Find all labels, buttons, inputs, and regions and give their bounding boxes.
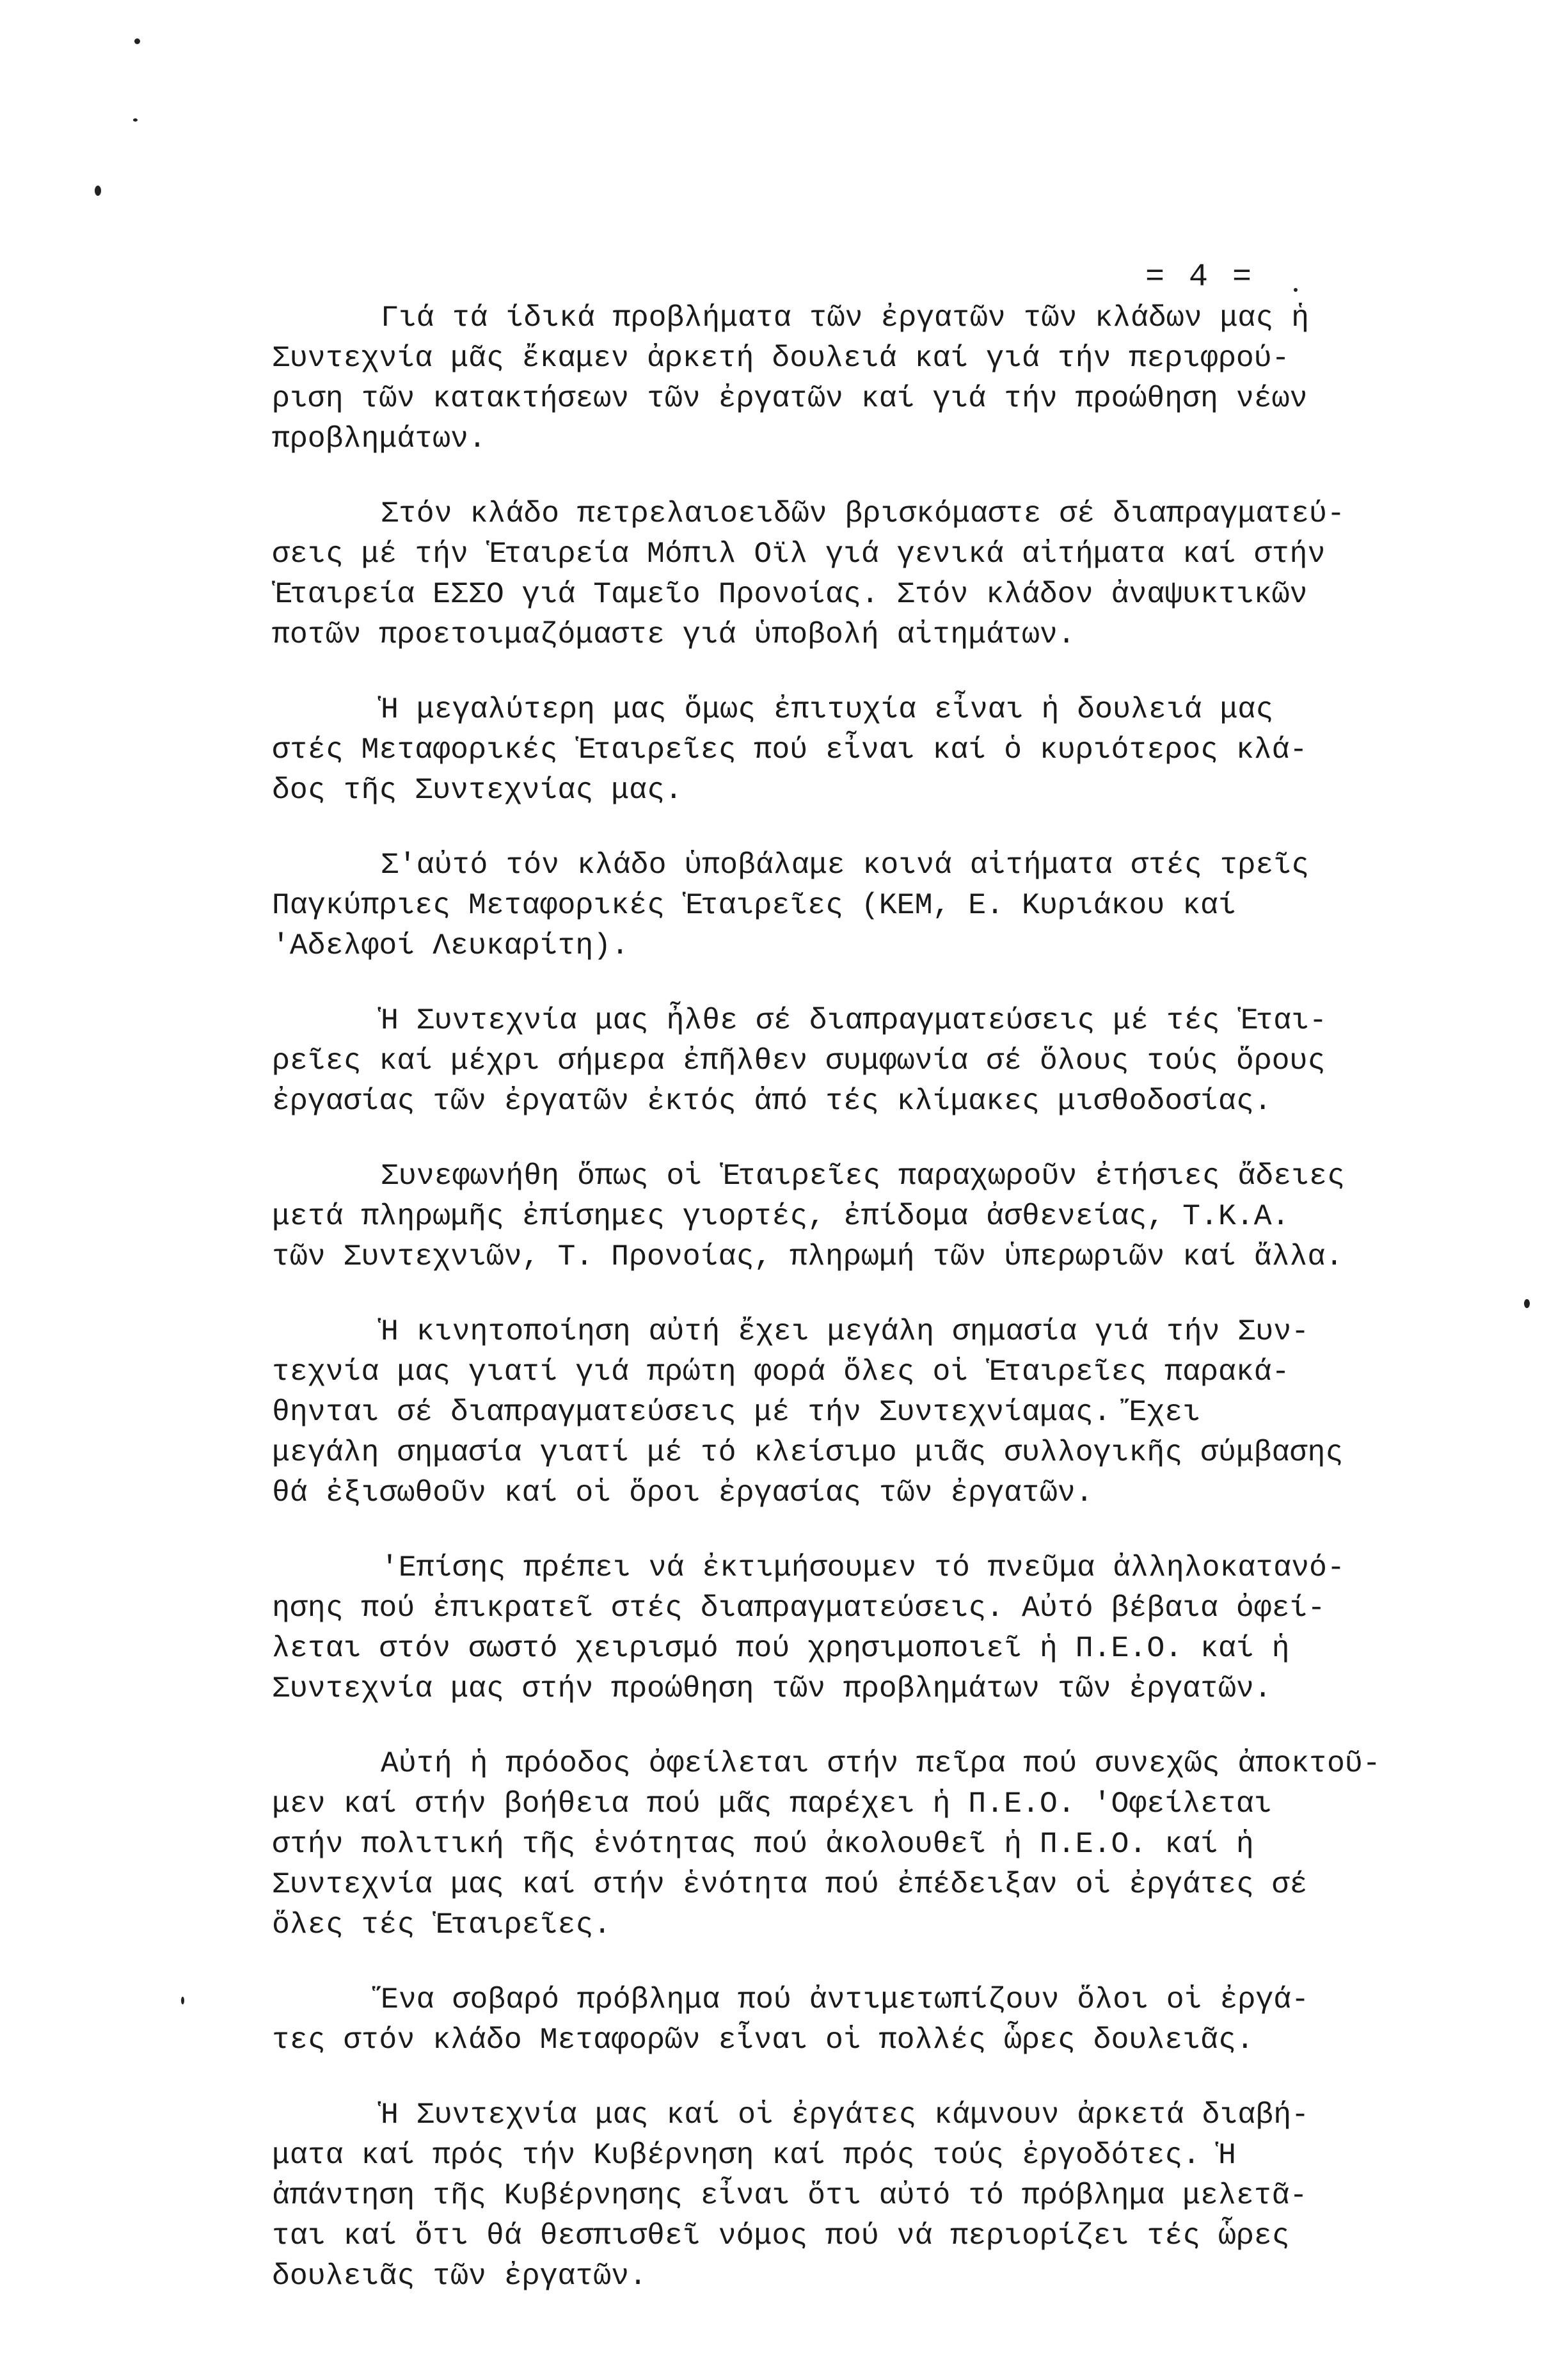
text-line: Παγκύπριες Μεταφορικές Ἑταιρεῖες (ΚΕΜ, Ε. Κυριάκου καί bbox=[272, 888, 1236, 922]
text-line: θά ἐξισωθοῦν καί οἱ ὅροι ἐργασίας τῶν ἐργατῶν. bbox=[272, 1476, 1093, 1510]
text-line: Στόν κλάδο πετρελαιοειδῶν βρισκόμαστε σέ διαπραγματεύ- bbox=[381, 497, 1345, 531]
text-line: Σ'αὐτό τόν κλάδο ὑποβάλαμε κοινά αἰτήματα στές τρεῖς bbox=[381, 848, 1310, 882]
text-line: Γιά τά ίδικά προβλήματα τῶν ἐργατῶν τῶν κλάδων μας ἡ bbox=[381, 301, 1310, 335]
scan-speck bbox=[95, 186, 101, 196]
paragraph bbox=[272, 689, 1475, 810]
text-line: δουλειᾶς τῶν ἐργατῶν. bbox=[272, 2259, 647, 2293]
text-line: ησης πού ἐπικρατεῖ στές διαπραγματεύσεις. Αὐτό βέβαια ὀφεί- bbox=[272, 1591, 1326, 1625]
scan-speck bbox=[133, 118, 138, 122]
scan-speck bbox=[1524, 1299, 1530, 1308]
text-line: δος τῆς Συντεχνίας μας. bbox=[272, 773, 683, 807]
paragraph bbox=[272, 1000, 1475, 1121]
text-line: Ἡ Συντεχνία μας καί οἱ ἐργάτες κάμνουν ἀρκετά διαβή- bbox=[381, 2098, 1310, 2132]
text-line: ματα καί πρός τήν Κυβέρνηση καί πρός τούς ἐργοδότες. Ἡ bbox=[272, 2138, 1236, 2172]
text-line: Ἡ μεγαλύτερη μας ὅμως ἐπιτυχία εἶναι ἡ δουλειά μας bbox=[381, 692, 1274, 726]
text-line: στές Μεταφορικές Ἑταιρεῖες πού εἶναι καί ὁ κυριότερος κλά- bbox=[272, 733, 1308, 767]
paragraph bbox=[272, 2095, 1475, 2296]
text-line: σεις μέ τήν Ἑταιρεία Μόπιλ Οϊλ γιά γενικά αἰτήματα καί στήν bbox=[272, 537, 1326, 571]
paragraph bbox=[272, 1311, 1475, 1513]
text-line: ται καί ὅτι θά θεσπισθεῖ νόμος πού νά περιορίζει τές ὧρες bbox=[272, 2219, 1290, 2253]
text-line: 'Επίσης πρέπει νά ἐκτιμήσουμεν τό πνεῦμα ἀλληλοκατανό- bbox=[381, 1551, 1345, 1585]
document-body bbox=[272, 298, 1475, 2331]
text-line: ὅλες τές Ἑταιρεῖες. bbox=[272, 1908, 612, 1942]
paragraph bbox=[272, 1743, 1475, 1945]
paragraph bbox=[272, 1547, 1475, 1709]
text-line: ριση τῶν κατακτήσεων τῶν ἐργατῶν καί γιά τήν προώθηση νέων bbox=[272, 381, 1308, 415]
paragraph bbox=[272, 1979, 1475, 2060]
text-line: Ἡ κινητοποίηση αὐτή ἔχει μεγάλη σημασία γιά τήν Συν- bbox=[381, 1314, 1310, 1348]
text-line: 'Αδελφοί Λευκαρίτη). bbox=[272, 929, 630, 962]
text-line: στήν πολιτική τῆς ἑνότητας πού ἀκολουθεῖ ἡ Π.Ε.Ο. καί ἡ bbox=[272, 1827, 1254, 1861]
text-line: Συντεχνία μᾶς ἔκαμεν ἀρκετή δουλειά καί γιά τήν περιφρού- bbox=[272, 341, 1290, 375]
text-line: τῶν Συντεχνιῶν, Τ. Προνοίας, πληρωμή τῶν ὑπερωριῶν καί ἄλλα. bbox=[272, 1240, 1344, 1274]
text-line: Συντεχνία μας καί στήν ἑνότητα πού ἐπέδειξαν οἱ ἐργάτες σέ bbox=[272, 1867, 1308, 1901]
scan-speck bbox=[1294, 288, 1298, 292]
text-line: μετά πληρωμῆς ἐπίσημες γιορτές, ἐπίδομα ἀσθενείας, Τ.Κ.Α. bbox=[272, 1199, 1290, 1233]
text-line: θηνται σέ διαπραγματεύσεις μέ τήν Συντεχνίαμας. Ἔχει bbox=[272, 1395, 1201, 1429]
text-line: Συνεφωνήθη ὅπως οἱ Ἑταιρεῖες παραχωροῦν ἐτήσιες ἄδειες bbox=[381, 1159, 1345, 1193]
text-line: προβλημάτων. bbox=[272, 422, 486, 456]
text-line: μεν καί στήν βοήθεια πού μᾶς παρέχει ἡ Π.Ε.Ο. 'Οφείλεται bbox=[272, 1787, 1272, 1821]
text-line: Συντεχνία μας στήν προώθηση τῶν προβλημάτων τῶν ἐργατῶν. bbox=[272, 1672, 1272, 1705]
paragraph bbox=[272, 1156, 1475, 1277]
text-line: ρεῖες καί μέχρι σήμερα ἐπῆλθεν συμφωνία σέ ὅλους τούς ὅρους bbox=[272, 1044, 1326, 1078]
page-number: = 4 = bbox=[1145, 259, 1255, 296]
text-line: Ἑταιρεία ΕΣΣΟ γιά Ταμεῖο Προνοίας. Στόν κλάδον ἀναψυκτικῶν bbox=[272, 577, 1308, 611]
paragraph bbox=[272, 493, 1475, 655]
text-line: ἐργασίας τῶν ἐργατῶν ἐκτός ἀπό τές κλίμακες μισθοδοσίας. bbox=[272, 1084, 1272, 1118]
text-line: ποτῶν προετοιμαζόμαστε γιά ὑποβολή αἰτημάτων. bbox=[272, 618, 1076, 651]
text-line: Ἡ Συντεχνία μας ἦλθε σέ διαπραγματεύσεις μέ τές Ἑται- bbox=[381, 1003, 1327, 1037]
paragraph bbox=[272, 845, 1475, 966]
text-line: μεγάλη σημασία γιατί μέ τό κλείσιμο μιᾶς συλλογικῆς σύμβασης bbox=[272, 1435, 1344, 1469]
text-line: Αὐτή ἡ πρόοδος ὀφείλεται στήν πεῖρα πού συνεχῶς ἀποκτοῦ- bbox=[381, 1746, 1381, 1780]
scan-speck bbox=[181, 1997, 184, 2004]
text-line: λεται στόν σωστό χειρισμό πού χρησιμοποιεῖ ἡ Π.Ε.Ο. καί ἡ bbox=[272, 1631, 1290, 1665]
text-line: τες στόν κλάδο Μεταφορῶν εἶναι οἱ πολλές ὧρες δουλειᾶς. bbox=[272, 2023, 1254, 2057]
text-line: Ἕνα σοβαρό πρόβλημα πού ἀντιμετωπίζουν ὅλοι οἱ ἐργά- bbox=[381, 1983, 1310, 2017]
text-line: τεχνία μας γιατί γιά πρώτη φορά ὅλες οἱ Ἑταιρεῖες παρακά- bbox=[272, 1355, 1290, 1389]
text-line: ἀπάντηση τῆς Κυβέρνησης εἶναι ὅτι αὐτό τό πρόβλημα μελετᾶ- bbox=[272, 2178, 1308, 2212]
scan-speck bbox=[134, 38, 140, 44]
paragraph bbox=[272, 298, 1475, 459]
